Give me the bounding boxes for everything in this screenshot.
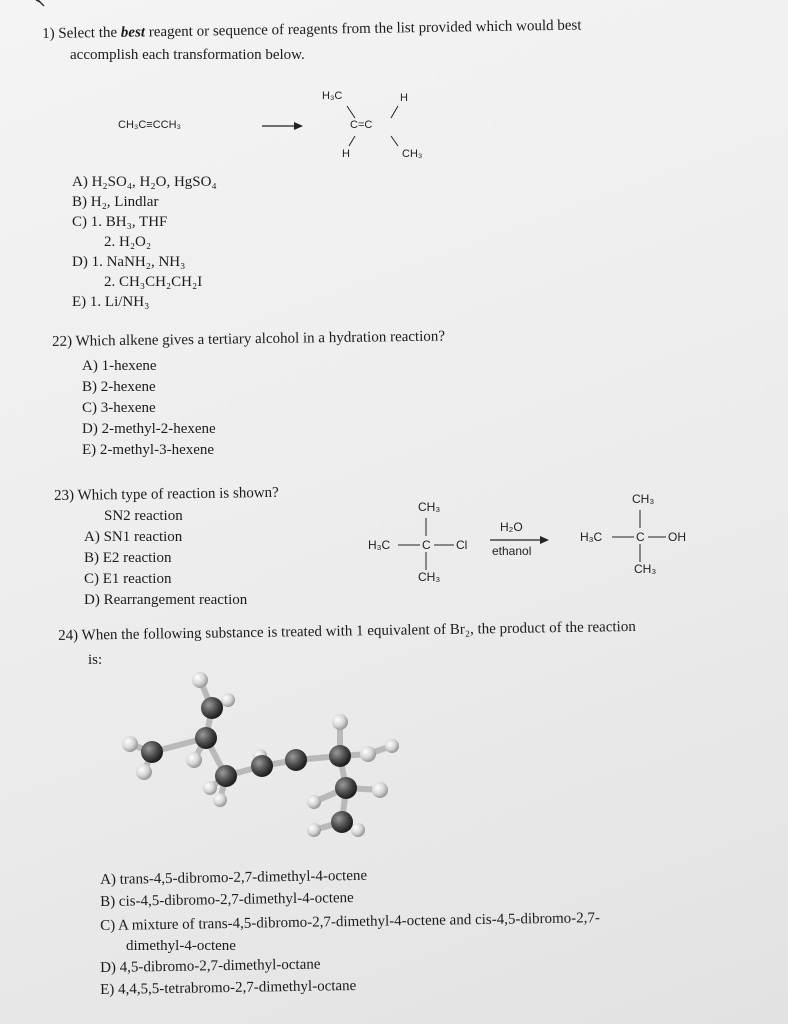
q24-option-c-continued: dimethyl-4-octene <box>126 938 236 954</box>
q22-option-d[interactable]: D) 2-methyl-2-hexene <box>82 421 216 437</box>
q21-reactant: CH₃C≡CCH₃ <box>118 119 182 131</box>
q23-option-b[interactable]: B) E2 reaction <box>84 550 172 566</box>
q22-option-e[interactable]: E) 2-methyl-3-hexene <box>82 442 215 458</box>
q23-product-bonds <box>604 508 684 564</box>
q23-reactant-right: Cl <box>456 538 468 552</box>
q23-arrow-solvent: ethanol <box>492 544 532 558</box>
q23-reactant-top: CH₃ <box>418 500 441 514</box>
q22-option-a[interactable]: A) 1-hexene <box>82 358 157 374</box>
q21-stem-line1: 1) Select the best reagent or sequence of reagents from the list provided which would best <box>42 17 582 42</box>
q23-product-center: C <box>636 530 645 544</box>
q21-option-c-step2: 2. H₂O₂ <box>104 234 152 250</box>
q23-option-a[interactable]: A) SN1 reaction <box>84 529 183 545</box>
q23-product-top: CH₃ <box>632 492 655 506</box>
q21-product-top-left: H₃C <box>322 90 343 102</box>
q21-option-b[interactable]: B) H₂, Lindlar <box>72 194 159 210</box>
q23-reactant-center: C <box>422 538 431 552</box>
q22-option-c[interactable]: C) 3-hexene <box>82 400 156 416</box>
q24-ball-stick-model <box>110 660 430 850</box>
q23-option-sn2[interactable]: SN2 reaction <box>104 508 183 524</box>
q21-reaction-arrow <box>260 120 304 132</box>
q23-reactant-bonds <box>390 516 470 572</box>
q22-stem: 22) Which alkene gives a tertiary alcohol in a hydration reaction? <box>52 328 446 350</box>
q24-stem-continued: is: <box>88 652 103 668</box>
q24-option-c[interactable]: C) A mixture of trans-4,5-dibromo-2,7-dimethyl-4-octene and cis-4,5-dibromo-2,7- <box>100 910 601 934</box>
q21-option-c[interactable]: C) 1. BH₃, THF <box>72 214 168 230</box>
q24-stem: 24) When the following substance is treated with 1 equivalent of Br₂, the product of the reaction <box>58 618 636 644</box>
q23-product-left: H₃C <box>580 530 603 544</box>
q21-product-bottom-right: CH₃ <box>402 148 423 160</box>
q23-option-d[interactable]: D) Rearrangement reaction <box>84 592 248 608</box>
q23-product-right: OH <box>668 530 686 544</box>
q24-option-e[interactable]: E) 4,4,5,5-tetrabromo-2,7-dimethyl-octane <box>100 977 357 998</box>
q23-stem: 23) Which type of reaction is shown? <box>54 484 279 504</box>
q23-option-c[interactable]: C) E1 reaction <box>84 571 172 587</box>
q21-option-d-step2: 2. CH₃CH₂CH₂I <box>104 274 203 290</box>
q23-product-bottom: CH₃ <box>634 562 657 576</box>
q21-product-bottom-left: H <box>342 148 350 160</box>
q23-reactant-bottom: CH₃ <box>418 570 441 584</box>
q21-product-top-right: H <box>400 92 408 104</box>
q21-product-bonds <box>335 104 415 152</box>
q21-option-e[interactable]: E) 1. Li/NH₃ <box>72 294 150 310</box>
q22-option-b[interactable]: B) 2-hexene <box>82 379 156 395</box>
q21-option-a[interactable]: A) H₂SO₄, H₂O, HgSO₄ <box>72 174 217 190</box>
q24-option-d[interactable]: D) 4,5-dibromo-2,7-dimethyl-octane <box>100 956 321 976</box>
q24-option-a[interactable]: A) trans-4,5-dibromo-2,7-dimethyl-4-octene <box>100 867 368 888</box>
q24-option-b[interactable]: B) cis-4,5-dibromo-2,7-dimethyl-4-octene <box>100 890 354 910</box>
q21-stem-line2: accomplish each transformation below. <box>70 47 305 63</box>
q23-reactant-left: H₃C <box>368 538 391 552</box>
q21-option-d[interactable]: D) 1. NaNH₂, NH₃ <box>72 254 186 270</box>
q21-product-center: C=C <box>350 119 373 131</box>
q23-arrow-reagent: H₂O <box>500 520 523 534</box>
